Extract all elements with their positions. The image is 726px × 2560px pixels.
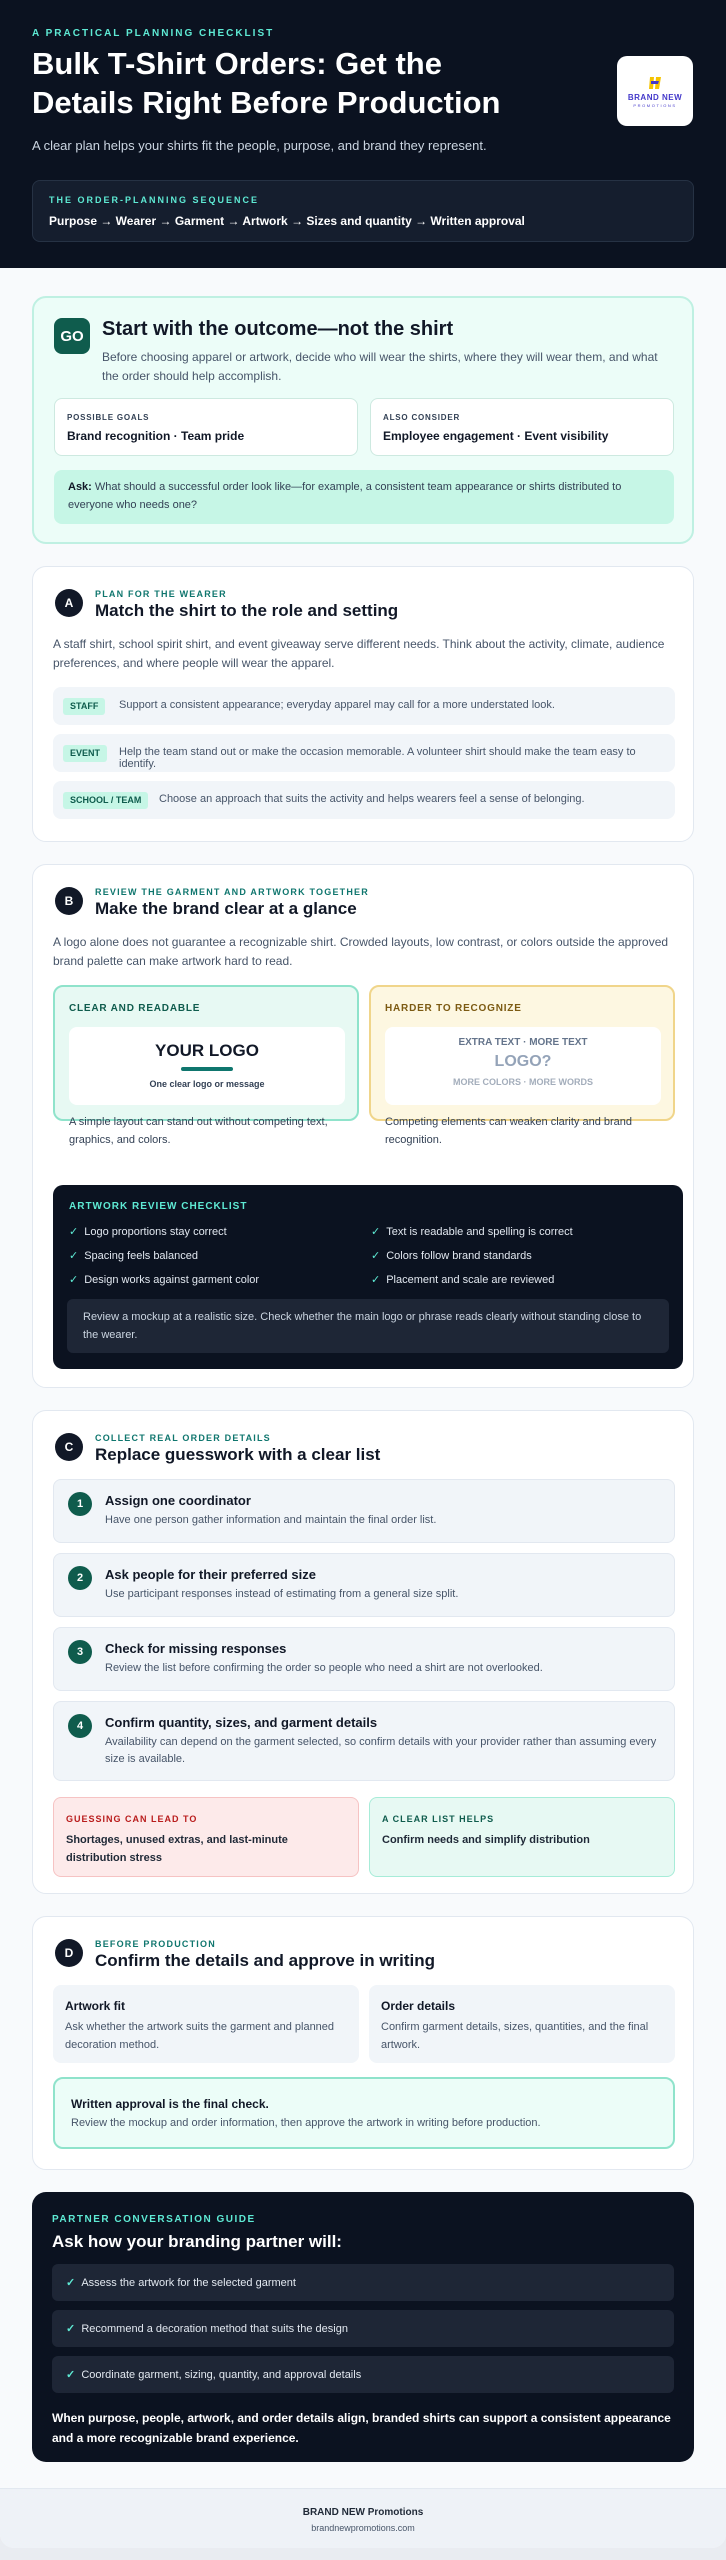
go-badge: GO — [54, 318, 90, 354]
logo-wordmark: BRAND NEW — [627, 92, 683, 102]
checklist-item: ✓ Design works against garment color — [69, 1274, 260, 1286]
page-title: Bulk T-Shirt Orders: Get the Details Right Before Production — [32, 46, 501, 120]
section-d-badge: D — [55, 1939, 83, 1967]
hard-text: Competing elements can weaken clarity and brand recognition. — [385, 1116, 633, 1146]
step-title: Check for missing responses — [105, 1641, 287, 1656]
section-c-title: Replace guesswork with a clear list — [95, 1445, 381, 1464]
clear-logo-text: YOUR LOGO — [155, 1041, 259, 1060]
wearer-row-text: Support a consistent appearance; everyday apparel may call for a more understated look. — [119, 699, 555, 711]
check-icon: ✓ — [69, 1226, 79, 1238]
partner-item: ✓ Assess the artwork for the selected garment — [52, 2264, 674, 2301]
check-icon: ✓ — [66, 2277, 76, 2289]
checklist-item: ✓ Colors follow brand standards — [371, 1250, 532, 1262]
check-icon: ✓ — [371, 1226, 381, 1238]
section-c-card — [32, 1410, 694, 1894]
sequence-box — [32, 180, 694, 242]
clear-caption: One clear logo or message — [149, 1079, 265, 1089]
clear-readable-panel — [53, 985, 359, 1146]
sequence-text: Purpose → Wearer → Garment → Artwork → Sizes and quantity → Written approval — [49, 214, 525, 228]
check-icon: ✓ — [371, 1274, 381, 1286]
section-b-title: Make the brand clear at a glance — [95, 899, 357, 918]
cluttered-mockup — [385, 1027, 661, 1105]
outcome-card — [32, 296, 694, 544]
clear-label: CLEAR AND READABLE — [69, 1003, 201, 1014]
section-d-title: Confirm the details and approve in writing — [95, 1951, 436, 1970]
section-b-card — [32, 864, 694, 1388]
partner-label: PARTNER CONVERSATION GUIDE — [52, 2214, 256, 2225]
consider-value: Employee engagement · Event visibility — [383, 429, 609, 443]
cluttered-line-1: EXTRA TEXT · MORE TEXT — [458, 1037, 588, 1048]
guessing-text: Shortages, unused extras, and last-minute distribution stress — [66, 1834, 288, 1864]
artwork-fit-box — [53, 1985, 359, 2063]
footer — [0, 2488, 726, 2548]
step-number: 3 — [68, 1640, 92, 1664]
section-a-badge: A — [55, 589, 83, 617]
approval-title: Written approval is the final check. — [71, 2097, 269, 2111]
wearer-row-event — [53, 734, 675, 772]
step-item — [53, 1553, 675, 1617]
brand-logo-icon — [647, 75, 663, 91]
consider-box — [370, 398, 674, 456]
sequence-label: THE ORDER-PLANNING SEQUENCE — [49, 195, 260, 205]
step-number: 1 — [68, 1492, 92, 1516]
section-a-card — [32, 566, 694, 842]
section-a-kicker: PLAN FOR THE WEARER — [95, 589, 227, 599]
wearer-row-text: Help the team stand out or make the occasion memorable. A volunteer shirt should make the team easy to identify. — [119, 746, 636, 770]
goals-label: POSSIBLE GOALS — [67, 413, 150, 422]
approval-desc: Review the mockup and order information, then approve the artwork in writing before production. — [71, 2117, 541, 2129]
goals-value: Brand recognition · Team pride — [67, 429, 245, 443]
step-item — [53, 1627, 675, 1691]
step-number: 2 — [68, 1566, 92, 1590]
section-b-kicker: REVIEW THE GARMENT AND ARTWORK TOGETHER — [95, 887, 369, 897]
hero-eyebrow: A PRACTICAL PLANNING CHECKLIST — [32, 28, 275, 39]
guessing-box — [53, 1797, 359, 1877]
step-desc: Use participant responses instead of estimating from a general size split. — [105, 1588, 459, 1600]
checklist-item: ✓ Logo proportions stay correct — [69, 1226, 227, 1238]
step-item — [53, 1701, 675, 1781]
checklist-note: Review a mockup at a realistic size. Check whether the main logo or phrase reads clearly without standing close to the wearer. — [67, 1299, 669, 1353]
hard-label: HARDER TO RECOGNIZE — [385, 1003, 522, 1014]
section-c-badge: C — [55, 1433, 83, 1461]
check-icon: ✓ — [371, 1250, 381, 1262]
outcome-desc: Before choosing apparel or artwork, decide who will wear the shirts, where they will wear them, and what the order should help accomplish. — [102, 350, 658, 383]
hero-header — [0, 0, 726, 268]
check-icon: ✓ — [69, 1250, 79, 1262]
hard-recognize-panel — [369, 985, 675, 1146]
clear-list-box — [369, 1797, 675, 1877]
goals-box — [54, 398, 358, 456]
wearer-row-text: Choose an approach that suits the activity and helps wearers feel a sense of belonging. — [159, 793, 585, 805]
step-desc: Review the list before confirming the order so people who need a shirt are not overlooked. — [105, 1662, 543, 1674]
wearer-tag: SCHOOL / TEAM — [63, 792, 148, 809]
logo-underline — [181, 1067, 233, 1071]
guessing-label: GUESSING CAN LEAD TO — [66, 1814, 198, 1824]
outcome-title: Start with the outcome—not the shirt — [102, 318, 454, 340]
footer-brand: BRAND NEW Promotions — [302, 2507, 424, 2518]
consider-label: ALSO CONSIDER — [383, 413, 461, 422]
check-icon: ✓ — [66, 2323, 76, 2335]
partner-item: ✓ Recommend a decoration method that suits the design — [52, 2310, 674, 2347]
section-a-title: Match the shirt to the role and setting — [95, 601, 399, 620]
section-c-kicker: COLLECT REAL ORDER DETAILS — [95, 1433, 271, 1443]
order-details-title: Order details — [381, 1999, 456, 2013]
artwork-checklist — [53, 1185, 683, 1369]
partner-closing: When purpose, people, artwork, and order details align, branded shirts can support a consistent appearance and a more recognizable brand experience. — [52, 2411, 671, 2445]
order-details-desc: Confirm garment details, sizes, quantities, and the final artwork. — [381, 2021, 649, 2051]
step-number: 4 — [68, 1714, 92, 1738]
check-icon: ✓ — [69, 1274, 79, 1286]
logo-subtext: PROMOTIONS — [633, 102, 677, 108]
step-desc: Availability can depend on the garment selected, so confirm details with your provider rather than assuming every size is available. — [105, 1736, 657, 1765]
clear-text: A simple layout can stand out without competing text, graphics, and colors. — [69, 1116, 328, 1146]
partner-title: Ask how your branding partner will: — [52, 2232, 342, 2251]
section-b-desc: A logo alone does not guarantee a recognizable shirt. Crowded layouts, low contrast, or colors outside the approved brand palette can make artwork hard to read. — [53, 935, 669, 968]
ask-box — [54, 470, 674, 524]
cluttered-logo: LOGO? — [494, 1053, 552, 1070]
step-title: Ask people for their preferred size — [105, 1567, 316, 1582]
cluttered-line-2: MORE COLORS · MORE WORDS — [453, 1077, 593, 1087]
order-details-box — [369, 1985, 675, 2063]
section-d-kicker: BEFORE PRODUCTION — [95, 1939, 216, 1949]
section-a-desc: A staff shirt, school spirit shirt, and event giveaway serve different needs. Think about the activity, climate, audience preferences, and where people will wear the apparel. — [53, 637, 665, 670]
checklist-item: ✓ Placement and scale are reviewed — [371, 1274, 555, 1286]
step-desc: Have one person gather information and maintain the final order list. — [105, 1514, 437, 1526]
checklist-item: ✓ Text is readable and spelling is correct — [371, 1226, 573, 1238]
section-b-badge: B — [55, 887, 83, 915]
ask-text: What should a successful order look like—for example, a consistent team appearance or shirts distributed to everyone who needs one? — [68, 481, 622, 511]
clear-mockup — [69, 1027, 345, 1105]
check-icon: ✓ — [66, 2369, 76, 2381]
hero-subtitle: A clear plan helps your shirts fit the people, purpose, and brand they represent. — [32, 138, 487, 153]
wearer-row-school — [53, 781, 675, 819]
checklist-item: ✓ Spacing feels balanced — [69, 1250, 198, 1262]
partner-guide — [32, 2192, 694, 2462]
partner-item: ✓ Coordinate garment, sizing, quantity, and approval details — [52, 2356, 674, 2393]
step-title: Confirm quantity, sizes, and garment details — [105, 1715, 378, 1730]
step-title: Assign one coordinator — [105, 1493, 251, 1508]
section-d-card — [32, 1916, 694, 2170]
ask-label: Ask: — [68, 481, 92, 493]
artwork-fit-title: Artwork fit — [65, 1999, 125, 2013]
checklist-label: ARTWORK REVIEW CHECKLIST — [69, 1201, 248, 1212]
artwork-fit-desc: Ask whether the artwork suits the garment and planned decoration method. — [65, 2021, 335, 2051]
written-approval-box — [53, 2077, 675, 2149]
wearer-tag: EVENT — [63, 745, 107, 762]
step-item — [53, 1479, 675, 1543]
brand-logo — [617, 56, 693, 126]
footer-url[interactable]: brandnewpromotions.com — [311, 2523, 415, 2533]
wearer-row-staff — [53, 687, 675, 725]
clear-list-label: A CLEAR LIST HELPS — [382, 1814, 495, 1824]
clear-list-text: Confirm needs and simplify distribution — [382, 1834, 590, 1846]
wearer-tag: STAFF — [63, 698, 105, 715]
